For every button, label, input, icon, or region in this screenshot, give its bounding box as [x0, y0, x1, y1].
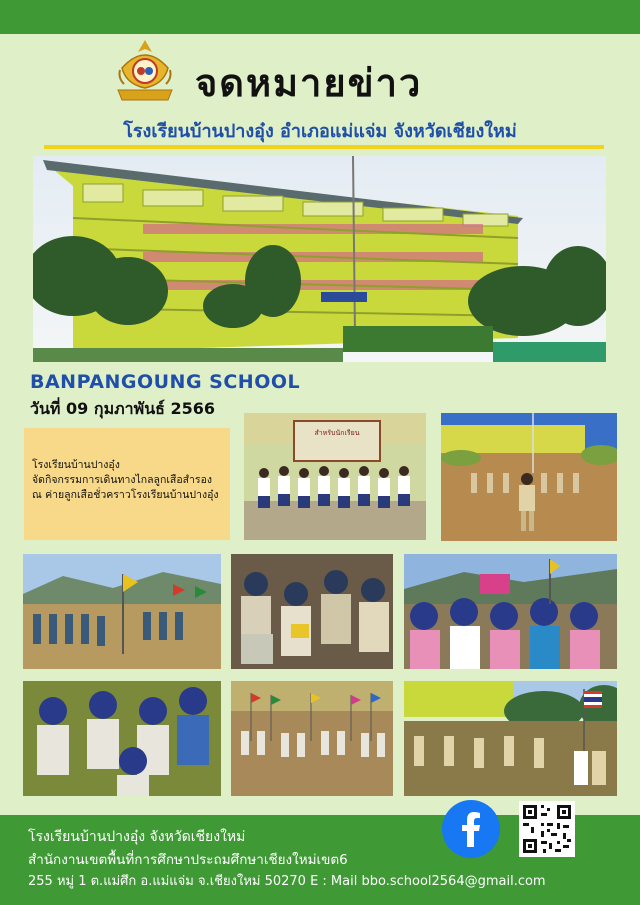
footer-office: สำนักงานเขตพื้นที่การศึกษาประถมศึกษาเชียงใหม่เขต6 [28, 852, 348, 868]
footer-address: 255 หมู่ 1 ต.แม่ศึก อ.แม่แจ่ม จ.เชียงใหม่ 50270 E : Mail bbo.school2564@gmail.com [28, 874, 546, 889]
school-building-photo [33, 156, 606, 362]
field-flags-photo [231, 681, 393, 796]
mountain-line-photo [23, 554, 221, 669]
description-line: จัดกิจกรรมการเดินทางไกลลูกเสือสำรอง [32, 474, 213, 486]
scouts-grass-photo [23, 681, 221, 796]
description-line: ณ ค่ายลูกเสือชั่วคราวโรงเรียนบ้านปางอุ๋ง [32, 489, 219, 501]
group-photo-banner [244, 413, 426, 540]
ceremony-photo [404, 681, 617, 796]
event-date: วันที่ 09 กุมภาพันธ์ 2566 [30, 399, 215, 418]
top-band [0, 0, 640, 34]
scouts-closeup-photo [231, 554, 393, 669]
school-subtitle: โรงเรียนบ้านปางอุ๋ง อำเภอแม่แจ่ม จังหวัดเชียงใหม่ [123, 121, 517, 142]
footer-school: โรงเรียนบ้านปางอุ๋ง จังหวัดเชียงใหม่ [28, 829, 246, 845]
school-name-en: BANPANGOUNG SCHOOL [30, 371, 301, 393]
facebook-icon[interactable] [442, 800, 500, 858]
scouts-backpacks-photo [404, 554, 617, 669]
qr-code-icon[interactable] [519, 801, 575, 857]
divider [44, 145, 604, 149]
field-teacher-photo [441, 413, 617, 541]
banner-text: สำหรับนักเรียน [314, 429, 360, 437]
page-title: จดหมายข่าว [195, 61, 423, 105]
description-box [24, 428, 230, 540]
description-line: โรงเรียนบ้านปางอุ๋ง [32, 459, 120, 471]
school-emblem-icon [114, 38, 176, 108]
